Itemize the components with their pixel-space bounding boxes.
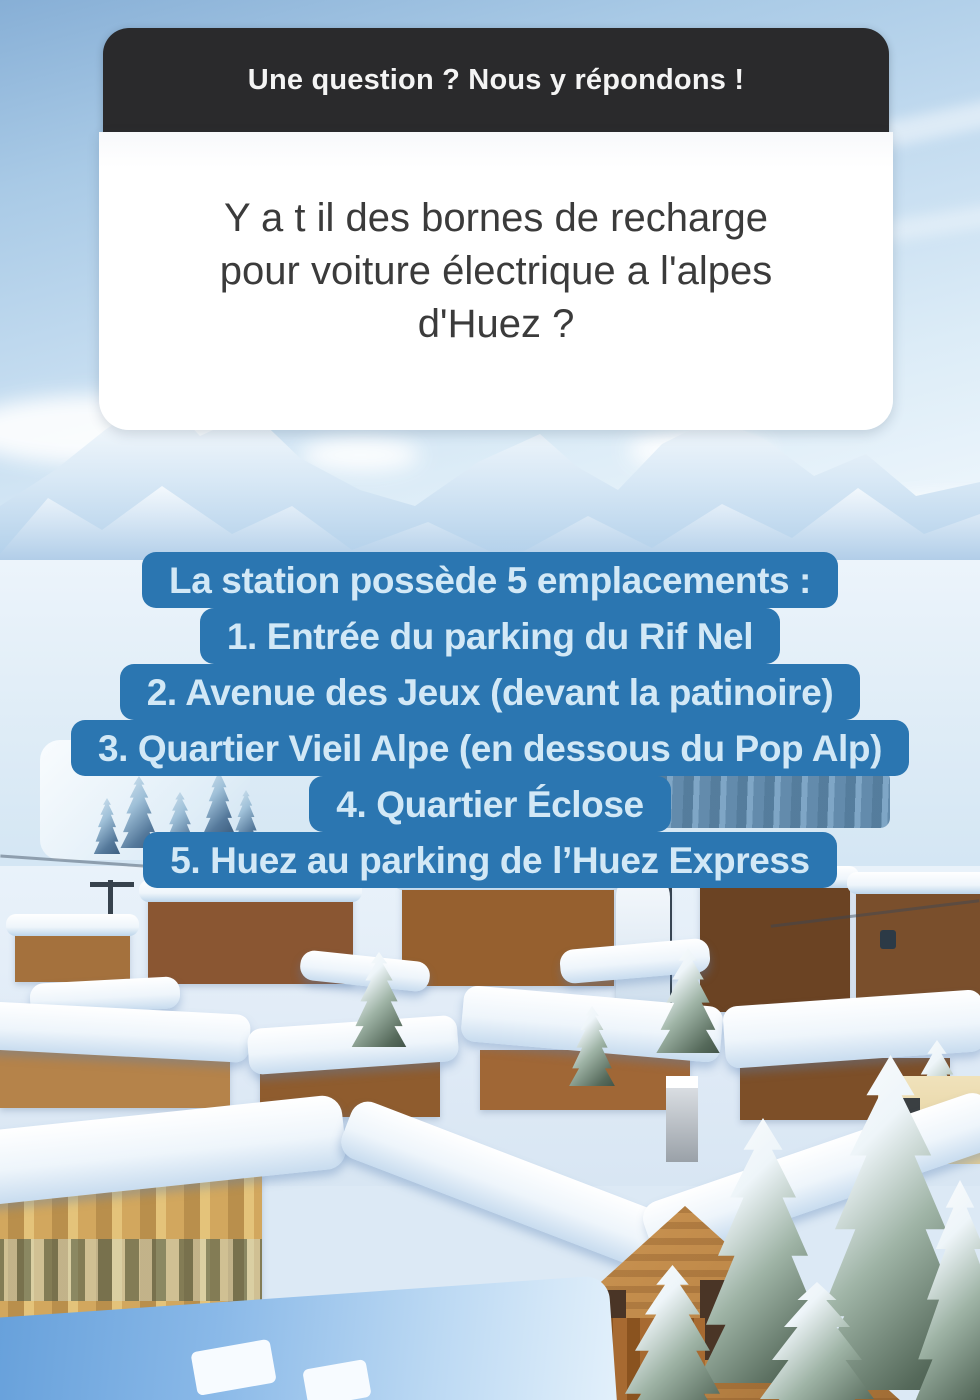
answer-line-3: 2. Avenue des Jeux (devant la patinoire) [120,664,861,720]
village-building [700,882,850,1012]
question-sticker-body [99,132,893,430]
answer-line-5: 4. Quartier Éclose [309,776,670,832]
glass-balcony [0,1239,262,1301]
question-line-1: Y a t il des bornes de recharge [223,196,769,240]
chimney [666,1076,698,1162]
snow-patch [190,1339,276,1396]
gondola-cabin [880,930,896,949]
snow-patch [302,1359,372,1400]
answer-line-6: 5. Huez au parking de l’Huez Express [143,832,836,888]
question-sticker-header-label: Une question ? Nous y répondons ! [247,63,745,96]
question-line-2: pour voiture électrique a l'alpes [219,249,773,293]
answer-text-block [0,552,980,888]
answer-line-4: 3. Quartier Vieil Alpe (en dessous du Pop Alp) [71,720,909,776]
question-line-3: d'Huez ? [417,302,575,346]
question-sticker-header [103,28,889,132]
snow-roof [6,914,139,936]
answer-line-1: La station possède 5 emplacements : [142,552,838,608]
question-sticker[interactable] [99,28,893,430]
village-building [15,930,130,982]
answer-line-2: 1. Entrée du parking du Rif Nel [200,608,780,664]
